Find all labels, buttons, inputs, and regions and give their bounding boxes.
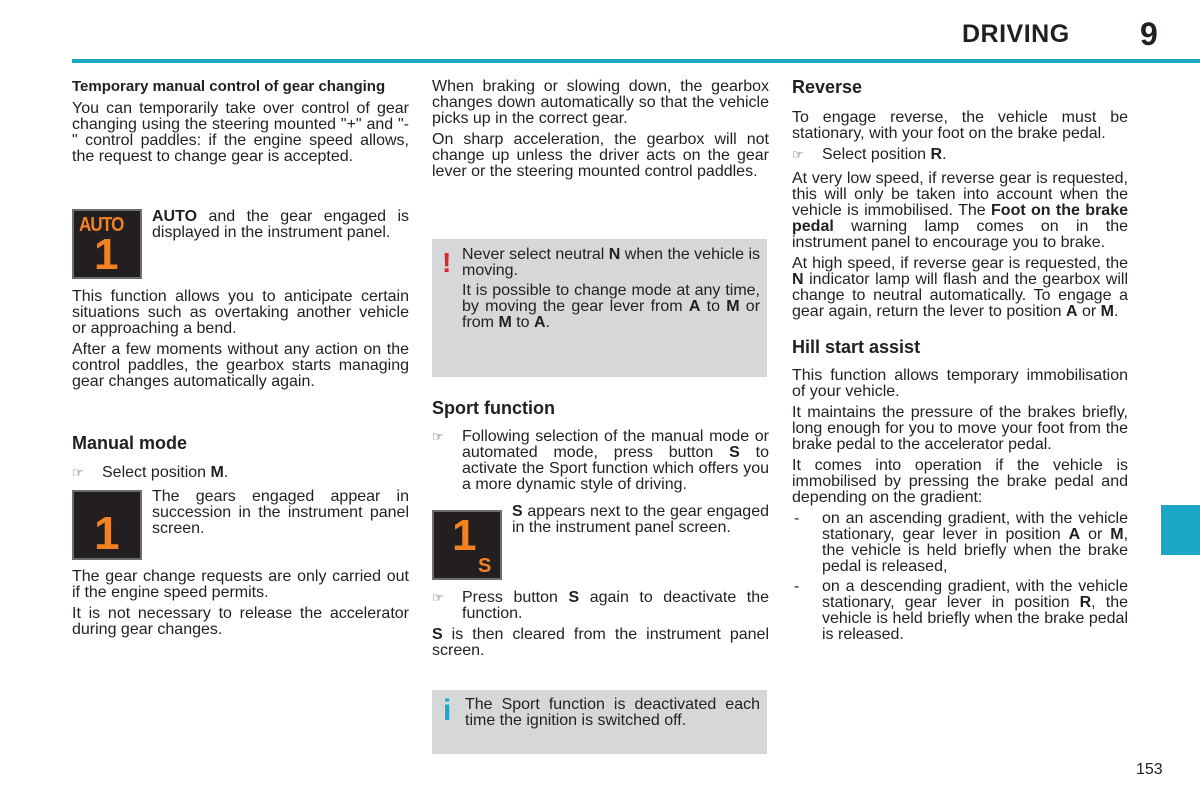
chapter-number: 9 xyxy=(1140,16,1158,52)
column-3 xyxy=(792,77,1128,647)
pointing-hand-icon: ☞ xyxy=(72,465,84,480)
auto-bold: AUTO xyxy=(152,208,198,225)
auto-display-row xyxy=(72,209,409,279)
info-icon: i xyxy=(443,694,452,727)
header-divider xyxy=(72,59,1200,63)
chapter-title: DRIVING xyxy=(962,20,1070,48)
sport-activate-bullet: ☞ Following selection of the manual mode or automated mode, press button S to activate the Sport function which offers you a more dynamic style of driving. xyxy=(432,428,769,493)
hill-start-title: Hill start assist xyxy=(792,337,921,357)
sport-gear-display-icon xyxy=(432,510,502,580)
hill-p3: It comes into operation if the vehicle is immobilised by pressing the brake pedal and depending on the gradient: xyxy=(792,457,1128,506)
temp-manual-heading: Temporary manual control of gear changing xyxy=(72,78,386,95)
hill-descending-item: - on a descending gradient, with the vehicle stationary, gear lever in position R, the vehicle is held briefly when the brake pedal is released. xyxy=(794,578,1128,643)
page-number: 153 xyxy=(1136,761,1163,778)
manual-display-row xyxy=(72,490,409,560)
reverse-title: Reverse xyxy=(792,77,863,97)
manual-p2: It is not necessary to release the accelerator during gear changes. xyxy=(72,605,409,638)
auto-display-text: AUTO and the gear engaged is displayed in the instrument panel. xyxy=(152,208,409,241)
warning-icon: ! xyxy=(442,247,452,278)
sport-display-row xyxy=(432,503,769,580)
temp-manual-intro: You can temporarily take over control of gear changing using the steering mounted "+" and "-" control paddles: if the engine speed allows, the request to change gear is accepted. xyxy=(72,100,409,165)
pointing-hand-icon: ☞ xyxy=(432,429,444,444)
dash-marker: - xyxy=(794,510,800,527)
reverse-p2: At very low speed, if reverse gear is requested, this will only be taken into account when the vehicle is immobilised. The Foot on the brake pedal warning lamp comes on in the instrument panel to encourage you to brake. xyxy=(792,170,1128,251)
sport-mode-letter: S xyxy=(478,555,492,577)
sport-gear-digit: 1 xyxy=(452,511,477,560)
column-2 xyxy=(432,79,769,185)
auto-gear-digit: 1 xyxy=(94,230,119,279)
dash-marker: - xyxy=(794,578,800,595)
manual-p1: The gear change requests are only carried out if the engine speed permits. xyxy=(72,568,409,601)
chapter-tab-marker xyxy=(1161,505,1200,555)
reverse-select-bullet: ☞ Select position R. xyxy=(792,146,947,163)
manual-display-text: The gears engaged appear in succession in the instrument panel screen. xyxy=(152,488,409,537)
sport-function-title: Sport function xyxy=(432,398,555,418)
hill-ascending-item: - on an ascending gradient, with the vehicle stationary, gear lever in position A or M, the vehicle is held briefly when the brake pedal is released, xyxy=(794,510,1129,575)
auto-gear-display-icon xyxy=(72,209,142,279)
info-box xyxy=(432,690,767,754)
sport-cleared-text: S is then cleared from the instrument panel screen. xyxy=(432,626,769,659)
hill-p1: This function allows temporary immobilisation of your vehicle. xyxy=(792,367,1128,400)
warning-box xyxy=(432,239,767,377)
column-1 xyxy=(72,79,409,643)
manual-mode-title: Manual mode xyxy=(72,433,188,453)
column-2-sport xyxy=(432,398,769,664)
manual-gear-display-icon xyxy=(72,490,142,560)
sport-deactivate-bullet: ☞ Press button S again to deactivate the function. xyxy=(432,589,770,622)
pointing-hand-icon: ☞ xyxy=(792,147,804,162)
gearbox-p1: When braking or slowing down, the gearbox changes down automatically so that the vehicle picks up in the correct gear. xyxy=(432,78,769,127)
auto-label: AUTO xyxy=(79,214,124,236)
reverse-p1: To engage reverse, the vehicle must be stationary, with your foot on the brake pedal. xyxy=(792,109,1128,142)
temp-manual-p2: This function allows you to anticipate certain situations such as overtaking another vehicle or approaching a bend. xyxy=(72,288,409,337)
info-text: The Sport function is deactivated each time the ignition is switched off. xyxy=(465,696,760,729)
sport-display-text: S appears next to the gear engaged in the instrument panel screen. xyxy=(512,503,769,536)
manual-gear-digit: 1 xyxy=(94,507,120,559)
temp-manual-p3: After a few moments without any action on the control paddles, the gearbox starts managing gear changes automatically again. xyxy=(72,341,409,390)
warning-text: Never select neutral N when the vehicle is moving. It is possible to change mode at any time, by moving the gear lever from A to M or from M to A. xyxy=(462,246,761,331)
pointing-hand-icon: ☞ xyxy=(432,590,444,605)
hill-p2: It maintains the pressure of the brakes briefly, long enough for you to move your foot from the brake pedal to the accelerator pedal. xyxy=(792,404,1128,453)
manual-select-bullet: ☞ Select position M. xyxy=(72,464,229,481)
reverse-p3: At high speed, if reverse gear is requested, the N indicator lamp will flash and the gearbox will change to neutral automatically. To engage a gear again, return the lever to position A or M. xyxy=(792,255,1128,320)
gearbox-p2: On sharp acceleration, the gearbox will not change up unless the driver acts on the gear lever or the steering mounted control paddles. xyxy=(432,131,769,180)
